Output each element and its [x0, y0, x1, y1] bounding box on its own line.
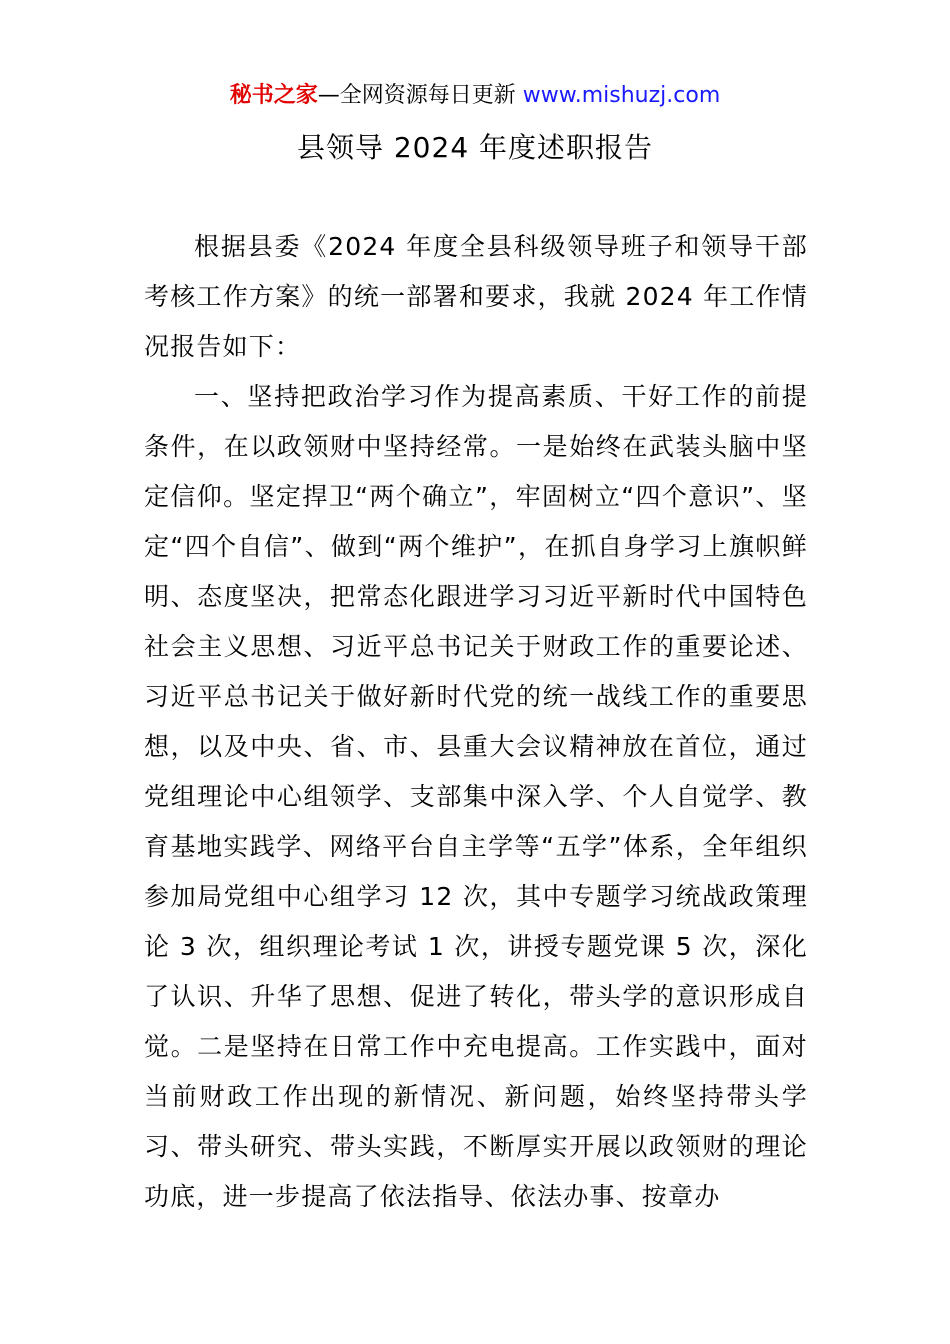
paragraph-intro: 根据县委《2024 年度全县科级领导班子和领导干部考核工作方案》的统一部署和要求，我就 2024 年工作情况报告如下： — [144, 232, 808, 361]
site-tagline: —全网资源每日更新 — [317, 83, 523, 108]
paragraph-section-one: 一、坚持把政治学习作为提高素质、干好工作的前提条件，在以政领财中坚持经常。一是始终在武装头脑中坚定信仰。坚定捍卫“两个确立”，牢固树立“四个意识”、坚定“四个自信”、做到“两个维护”，在抓自身学习上旗帜鲜明、态度坚决，把常态化跟进学习习近平新时代中国特色社会主义思想、习近平总书记关于财政工作的重要论述、习近平总书记关于做好新时代党的统一战线工作的重要思想，以及中央、省、市、县重大会议精神放在首位，通过党组理论中心组领学、支部集中深入学、个人自觉学、教育基地实践学、网络平台自主学等“五学”体系，全年组织参加局党组中心组学习 12 次，其中专题学习统战政策理论 3 次，组织理论考试 1 次，讲授专题党课 5 次，深化了认识、升华了思想、促进了转化，带头学的意识形成自觉。二是坚持在日常工作中充电提高。工作实践中，面对当前财政工作出现的新情况、新问题，始终坚持带头学习、带头研究、带头实践，不断厚实开展以政领财的理论功底，进一步提高了依法指导、依法办事、按章办 — [144, 382, 808, 1211]
document-body — [144, 222, 808, 1222]
document-title: 县领导 2024 年度述职报告 — [296, 131, 654, 164]
site-header — [0, 80, 950, 112]
site-url-link[interactable]: www.mishuzj.com — [522, 83, 721, 108]
brand-name: 秘书之家 — [229, 83, 318, 108]
